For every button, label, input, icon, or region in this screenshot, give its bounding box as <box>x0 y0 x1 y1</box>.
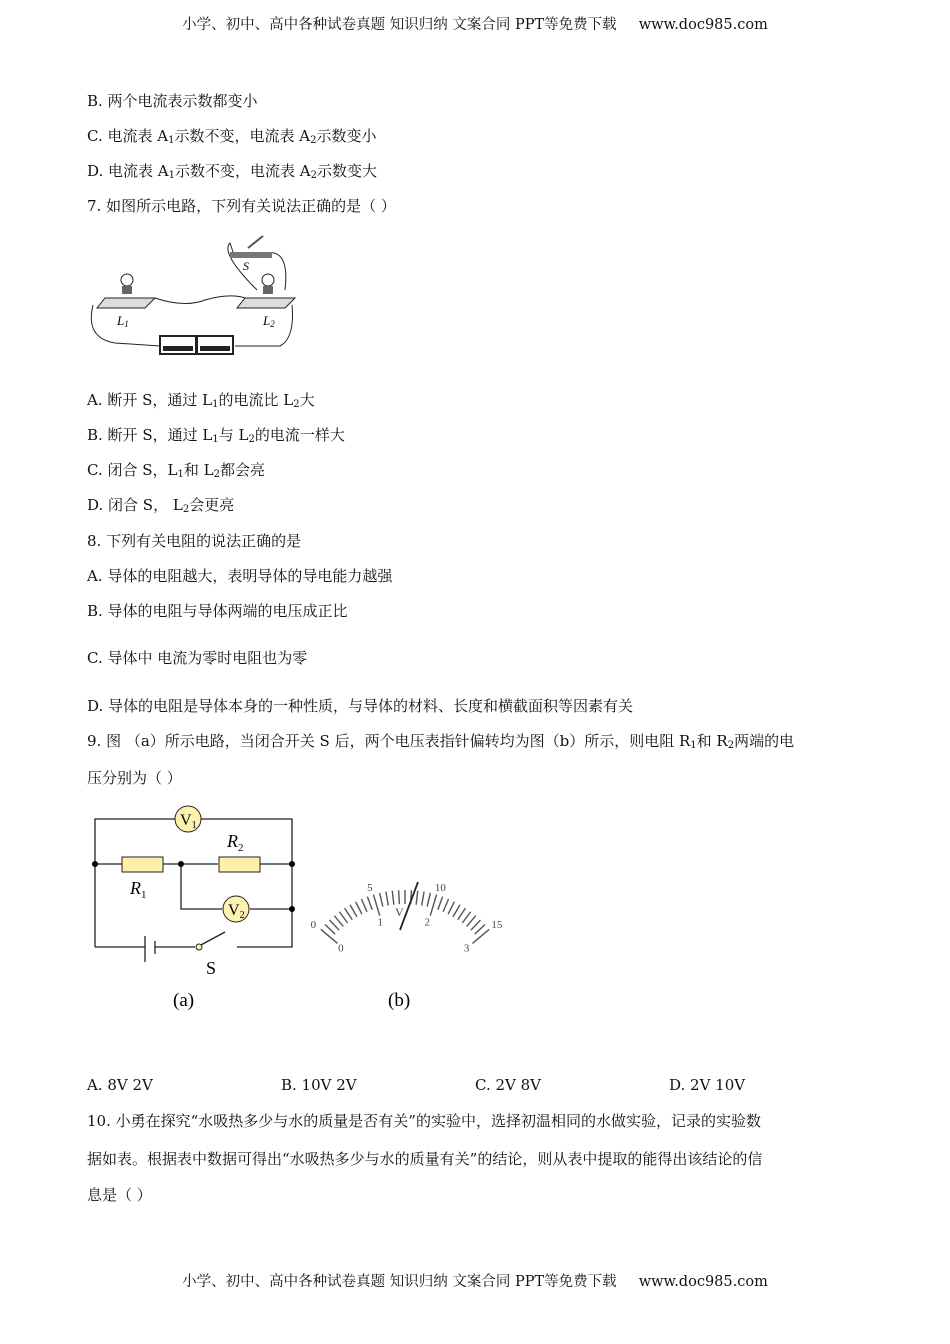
scale-tick <box>350 905 357 917</box>
scale-tick <box>330 920 340 930</box>
text-segment: 示数变小 <box>316 127 377 145</box>
subscript: 1 <box>168 135 175 146</box>
text-line <box>87 1110 761 1131</box>
text-line <box>87 600 348 621</box>
text-line <box>87 1184 152 1205</box>
subscript: 2 <box>310 135 317 146</box>
l2-label: L2 <box>263 313 275 329</box>
text-segment: 的电流比 L <box>218 391 294 409</box>
footer-text: 小学、初中、高中各种试卷真题 知识归纳 文案合同 PPT等免费下载 <box>182 1274 617 1290</box>
scale-label: 0 <box>338 942 344 955</box>
caption-a: (a) <box>173 990 195 1011</box>
scale-tick <box>367 897 372 910</box>
r1-label: $R_1$ <box>130 878 147 901</box>
text-segment: B. 两个电流表示数都变小 <box>87 92 258 110</box>
text-segment: D. 电流表 A <box>87 162 169 180</box>
text-segment: 示数不变，电流表 A <box>175 162 311 180</box>
scale-tick <box>373 895 379 916</box>
text-segment: 7. 如图所示电路，下列有关说法正确的是（ ） <box>87 197 396 215</box>
text-line <box>87 730 794 751</box>
text-segment: A. 断开 S，通过 L <box>87 391 213 409</box>
text-segment: 大 <box>299 391 315 409</box>
text-line <box>87 647 307 668</box>
text-line <box>87 530 301 551</box>
text-segment: C. 导体中 电流为零时电阻也为零 <box>87 649 308 667</box>
header-site: www.doc985.com <box>638 17 768 33</box>
scale-tick <box>325 925 335 935</box>
scale-tick <box>475 925 485 935</box>
text-line <box>87 695 633 716</box>
text-segment: 两端的电 <box>734 732 795 750</box>
text-segment: 的电流一样大 <box>254 426 345 444</box>
scale-tick <box>458 908 466 920</box>
subscript: 2 <box>293 399 300 410</box>
text-segment: 和 L <box>183 461 214 479</box>
text-line <box>87 767 182 788</box>
scale-label: 1 <box>377 916 383 929</box>
text-line <box>87 424 345 445</box>
option-d[interactable]: D. 2V 10V <box>669 1076 746 1094</box>
option-b[interactable]: B. 10V 2V <box>281 1076 357 1094</box>
scale-tick <box>430 895 436 916</box>
text-line <box>87 459 265 480</box>
scale-label: 0 <box>310 919 317 932</box>
scale-label: 2 <box>424 916 431 929</box>
text-segment: 示数变大 <box>317 162 378 180</box>
text-segment: 和 R <box>696 732 728 750</box>
scale-tick <box>339 912 347 923</box>
header-text: 小学、初中、高中各种试卷真题 知识归纳 文案合同 PPT等免费下载 <box>182 17 617 33</box>
figure-q9a-circuit <box>85 800 305 1015</box>
scale-tick <box>443 899 449 912</box>
subscript: 2 <box>727 740 735 751</box>
text-segment: 9. 图 （a）所示电路，当闭合开关 S 后，两个电压表指针偏转均为图（b）所示，则电阻 R <box>87 732 691 750</box>
scale-tick <box>438 897 443 910</box>
scale-tick <box>422 892 424 906</box>
scale-tick <box>416 891 418 905</box>
subscript: 2 <box>248 434 255 445</box>
scale-tick <box>471 920 481 930</box>
text-segment: 与 L <box>218 426 249 444</box>
scale-label: 3 <box>463 942 470 955</box>
text-segment: 会更亮 <box>189 496 235 514</box>
scale-tick <box>345 908 353 920</box>
scale-tick <box>453 905 460 917</box>
subscript: 2 <box>213 469 220 480</box>
caption-b: (b) <box>388 990 411 1011</box>
text-segment: 都会亮 <box>219 461 265 479</box>
subscript: 1 <box>177 469 184 480</box>
text-line <box>87 1148 762 1169</box>
scale-tick <box>386 892 388 906</box>
option-a[interactable]: A. 8V 2V <box>87 1076 153 1094</box>
text-segment: B. 断开 S，通过 L <box>87 426 213 444</box>
scale-tick <box>462 912 470 923</box>
text-line <box>87 125 376 146</box>
r2-label: $R_2$ <box>227 831 244 854</box>
text-segment: 据如表。根据表中数据可得出“水吸热多少与水的质量有关”的结论，则从表中提取的能得出该结论的信 <box>87 1150 763 1168</box>
text-line <box>87 565 392 586</box>
subscript: 2 <box>310 170 317 181</box>
text-segment: 示数不变，电流表 A <box>174 127 311 145</box>
option-c[interactable]: C. 2V 8V <box>475 1076 541 1094</box>
switch-label: S <box>243 259 249 273</box>
text-segment: D. 导体的电阻是导体本身的一种性质，与导体的材料、长度和横截面积等因素有关 <box>87 697 634 715</box>
text-line <box>87 160 377 181</box>
subscript: 1 <box>212 434 219 445</box>
scale-label: 15 <box>491 919 503 932</box>
text-line <box>87 195 396 216</box>
scale-tick <box>399 890 400 904</box>
figure-q9b-voltmeter <box>305 840 505 1015</box>
subscript: 1 <box>212 399 219 410</box>
v2-label: V2 <box>228 902 245 921</box>
scale-tick <box>448 902 454 915</box>
text-line <box>87 389 315 410</box>
scale-tick <box>467 916 476 927</box>
subscript: 1 <box>168 170 176 181</box>
text-line <box>87 90 258 111</box>
subscript: 1 <box>690 740 697 751</box>
scale-tick <box>321 929 338 943</box>
text-segment: 8. 下列有关电阻的说法正确的是 <box>87 532 302 550</box>
scale-tick <box>380 893 383 907</box>
scale-tick <box>392 891 394 905</box>
l1-label: L1 <box>117 313 129 329</box>
scale-tick <box>361 899 367 912</box>
text-segment: B. 导体的电阻与导体两端的电压成正比 <box>87 602 348 620</box>
page-footer <box>0 1270 950 1291</box>
page-header <box>0 13 950 34</box>
text-segment: C. 闭合 S，L <box>87 461 178 479</box>
scale-tick <box>472 929 489 943</box>
text-segment: 压分别为（ ） <box>87 769 182 787</box>
scale-label: 5 <box>367 881 373 894</box>
unit-label: V <box>395 905 404 919</box>
text-segment: 息是（ ） <box>87 1186 152 1204</box>
q9-options <box>87 1076 867 1094</box>
text-segment: C. 电流表 A <box>87 127 169 145</box>
text-segment: 10. 小勇在探究“水吸热多少与水的质量是否有关”的实验中，选择初温相同的水做实验，记录的实验数 <box>87 1112 761 1130</box>
scale-tick <box>356 902 362 915</box>
scale-tick <box>334 916 343 927</box>
text-line <box>87 494 234 515</box>
subscript: 2 <box>182 504 190 515</box>
figure-q7-circuit <box>85 228 305 363</box>
text-segment: A. 导体的电阻越大，表明导体的导电能力越强 <box>87 567 393 585</box>
scale-label: 10 <box>434 881 446 894</box>
text-segment: D. 闭合 S， L <box>87 496 183 514</box>
footer-site: www.doc985.com <box>638 1274 768 1290</box>
switch-label: S <box>206 958 217 978</box>
v1-label: V1 <box>180 812 197 831</box>
scale-tick <box>427 893 430 907</box>
